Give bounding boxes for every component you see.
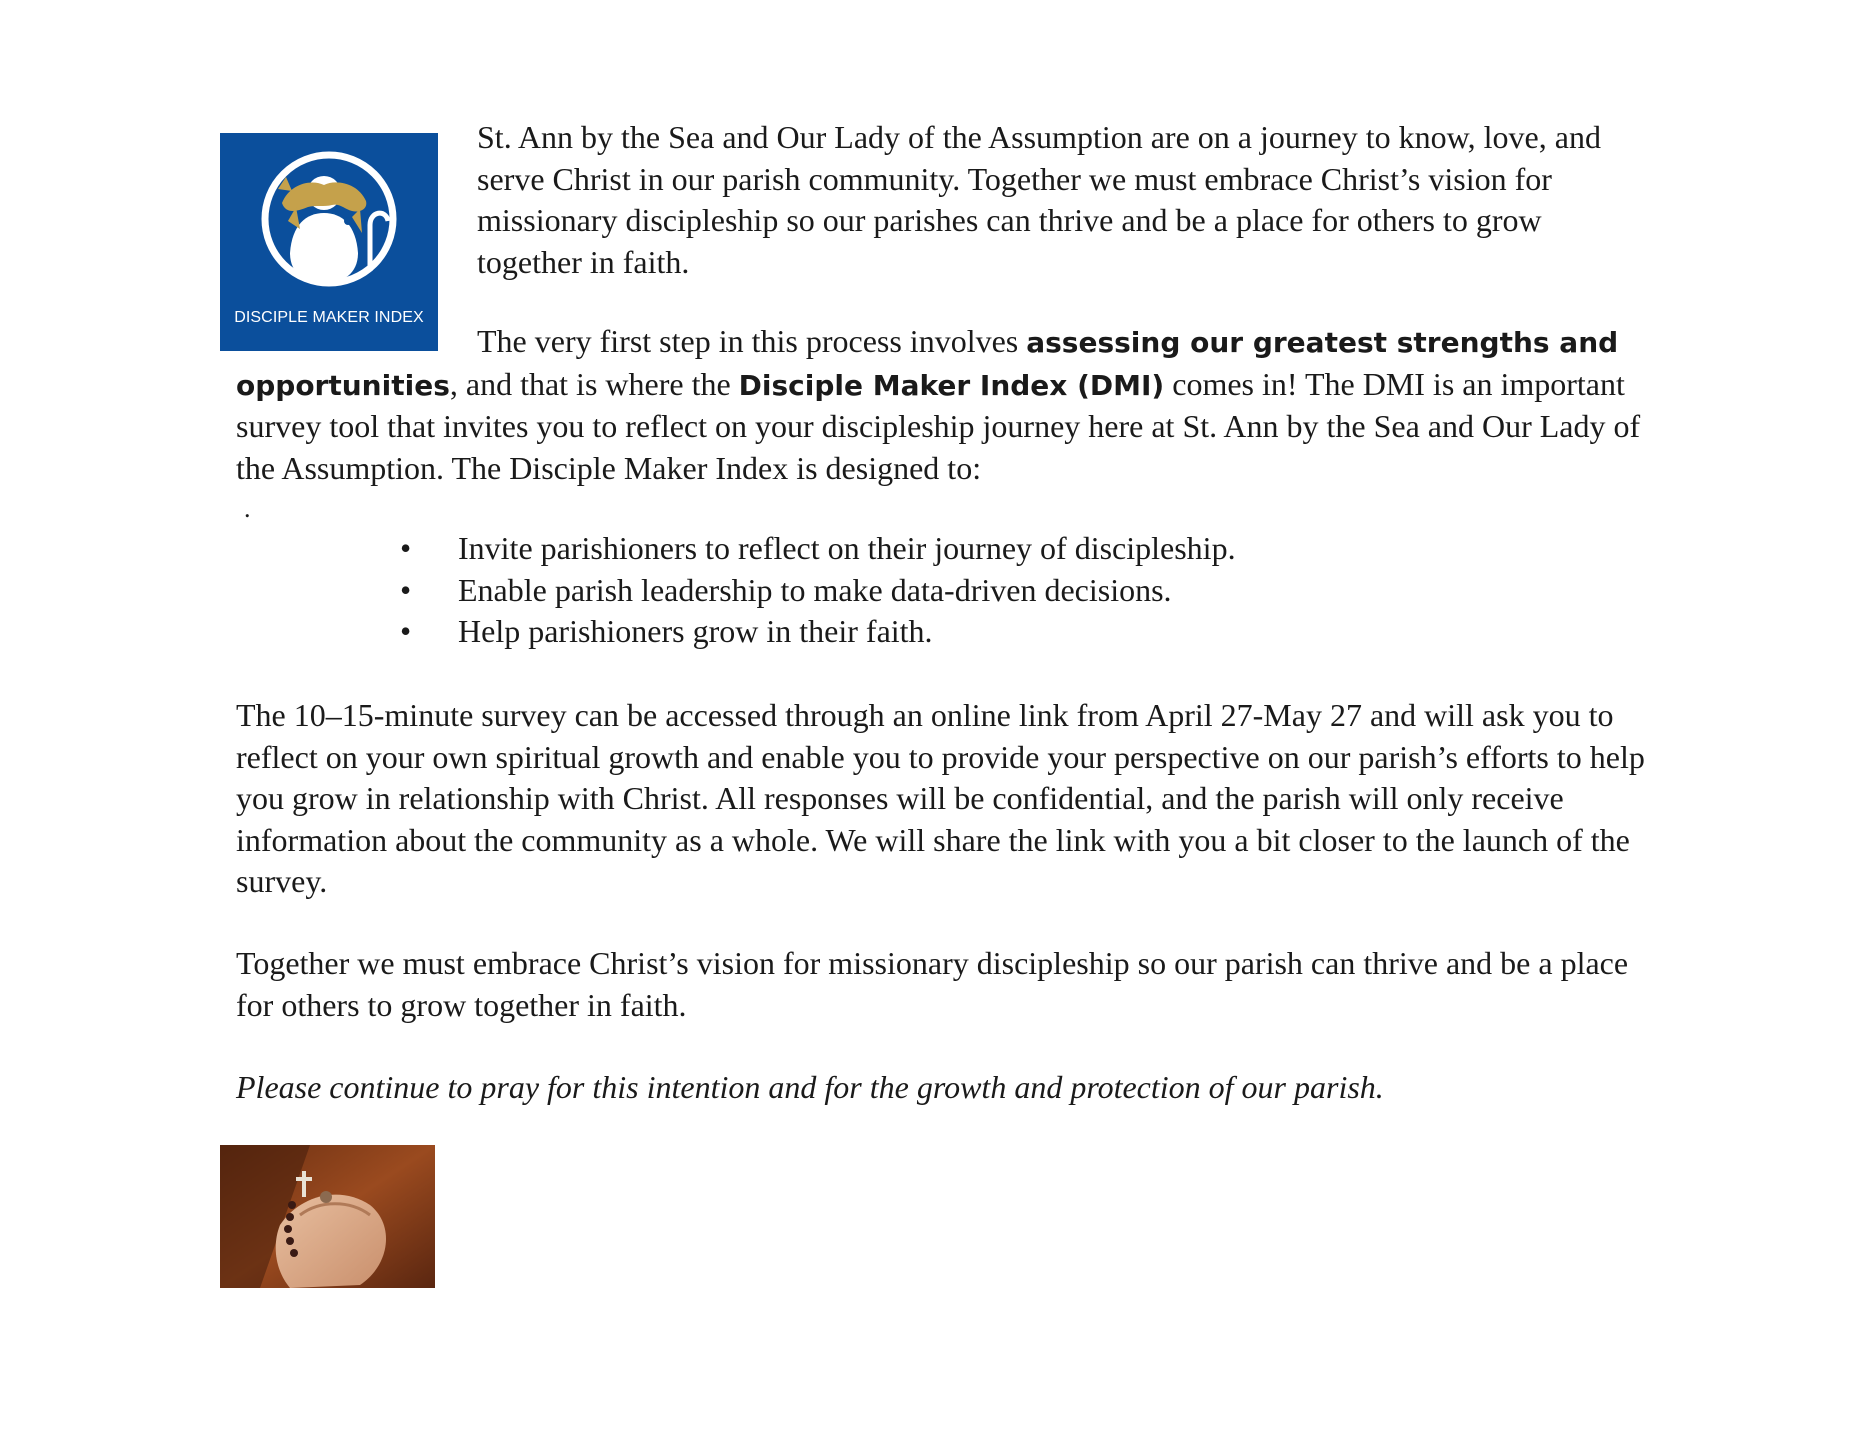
bullet-icon: • (400, 571, 412, 608)
assessment-tail: comes in! The DMI is an important survey tool that invites you to reflect on your discipleship journey here at St. Ann by the Sea and Our Lady of the Assumption. The Disciple Maker Index is designed to: (236, 365, 1641, 486)
assessment-paragraph (236, 321, 1666, 489)
assessment-mid: , and that is where the (449, 365, 739, 402)
dmi-emphasis: Disciple Maker Index (DMI) (738, 368, 1165, 402)
logo-label: DISCIPLE MAKER INDEX (234, 309, 424, 326)
list-item-text: Invite parishioners to reflect on their journey of discipleship. (458, 530, 1236, 566)
intro-paragraph: St. Ann by the Sea and Our Lady of the Assumption are on a journey to know, love, and serve Christ in our parish community. Together we must embrace Christ’s vision for missionary discipleship so our parishes can thrive and be a place for others to grow together in faith. (477, 119, 1601, 280)
list-item (400, 611, 1236, 653)
list-item-text: Enable parish leadership to make data-driven decisions. (458, 571, 1172, 608)
dmi-goals-list (400, 528, 1236, 653)
vision-paragraph: Together we must embrace Christ’s vision for missionary discipleship so our parish can thrive and be a place for others to grow together in faith. (236, 945, 1629, 1023)
strengths-emphasis: assessing our greatest strengths and opportunities (236, 326, 1619, 402)
list-item (400, 570, 1236, 612)
list-item (400, 528, 1236, 570)
bullet-icon: • (400, 530, 412, 566)
prayer-request-paragraph: Please continue to pray for this intention and for the growth and protection of our parish. (236, 1069, 1384, 1105)
stray-period: . (244, 494, 251, 523)
praying-hands-rosary-photo (220, 1145, 435, 1288)
bullet-icon: • (400, 613, 412, 649)
survey-details-paragraph: The 10–15-minute survey can be accessed through an online link from April 27-May 27 and will ask you to reflect on your own spiritual growth and enable you to provide your perspective on our parish’s efforts to help you grow in relationship with Christ. All responses will be confidential, and the parish will only receive information about the community as a whole. We will share the link with you a bit closer to the launch of the survey. (236, 697, 1645, 899)
assessment-lead: The very first step in this process involves (477, 323, 1027, 359)
disciple-maker-index-logo (220, 133, 438, 351)
list-item-text: Help parishioners grow in their faith. (458, 613, 933, 649)
